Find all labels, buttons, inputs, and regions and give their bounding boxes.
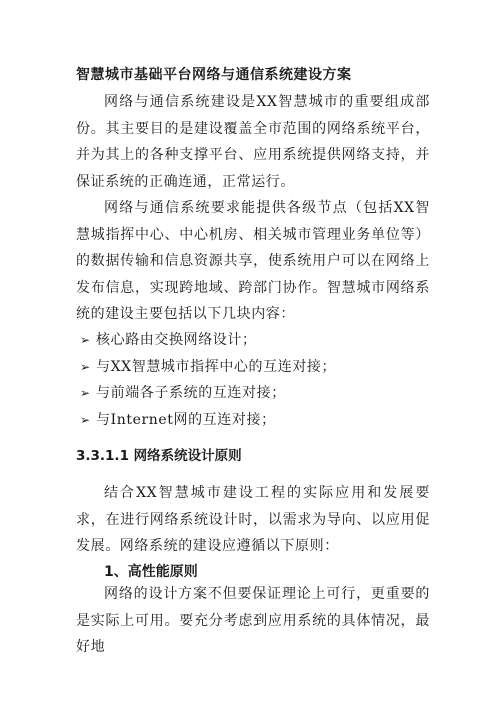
paragraph-requirements: 网络与通信系统要求能提供各级节点（包括XX智慧城指挥中心、中心机房、相关城市管理业务单位等）的数据传输和信息资源共享，使系统用户可以在网络上发布信息，实现跨地域、跨部门协作。智慧城市网络系统的建设主要包括以下几块内容： (76, 200, 430, 322)
list-item (76, 354, 430, 381)
section-heading: 3.3.1.1 网络系统设计原则 (76, 448, 242, 464)
list-item (76, 407, 430, 434)
paragraph-intro: 网络与通信系统建设是XX智慧城市的重要组成部份。其主要目的是建设覆盖全市范围的网络系统平台，并为其上的各种支撑平台、应用系统提供网络支持，并保证系统的正确连通，正常运行。 (76, 94, 430, 190)
list-item (76, 327, 430, 354)
list-item-text: 与前端各子系统的互连对接； (96, 385, 286, 401)
arrow-bullet-icon: ➢ (80, 359, 91, 374)
paragraph-performance: 网络的设计方案不但要保证理论上可行，更重要的是实际上可用。要充分考虑到应用系统的具体情况，最好地 (76, 586, 430, 655)
paragraph-principles: 结合XX智慧城市建设工程的实际应用和发展要求，在进行网络系统设计时，以需求为导向、以应用促发展。网络系统的建设应遵循以下原则： (76, 485, 430, 554)
arrow-bullet-icon: ➢ (80, 412, 91, 427)
subheading-performance: 1、高性能原则 (104, 564, 198, 580)
list-item (76, 380, 430, 407)
list-item-text: 核心路由交换网络设计； (96, 332, 257, 348)
content-list (76, 327, 430, 433)
list-item-text: 与XX智慧城市指挥中心的互连对接； (96, 358, 337, 375)
list-item-text: 与Internet网的互连对接； (96, 411, 276, 428)
arrow-bullet-icon: ➢ (80, 333, 91, 347)
document-title: 智慧城市基础平台网络与通信系统建设方案 (76, 67, 352, 83)
arrow-bullet-icon: ➢ (80, 386, 91, 400)
